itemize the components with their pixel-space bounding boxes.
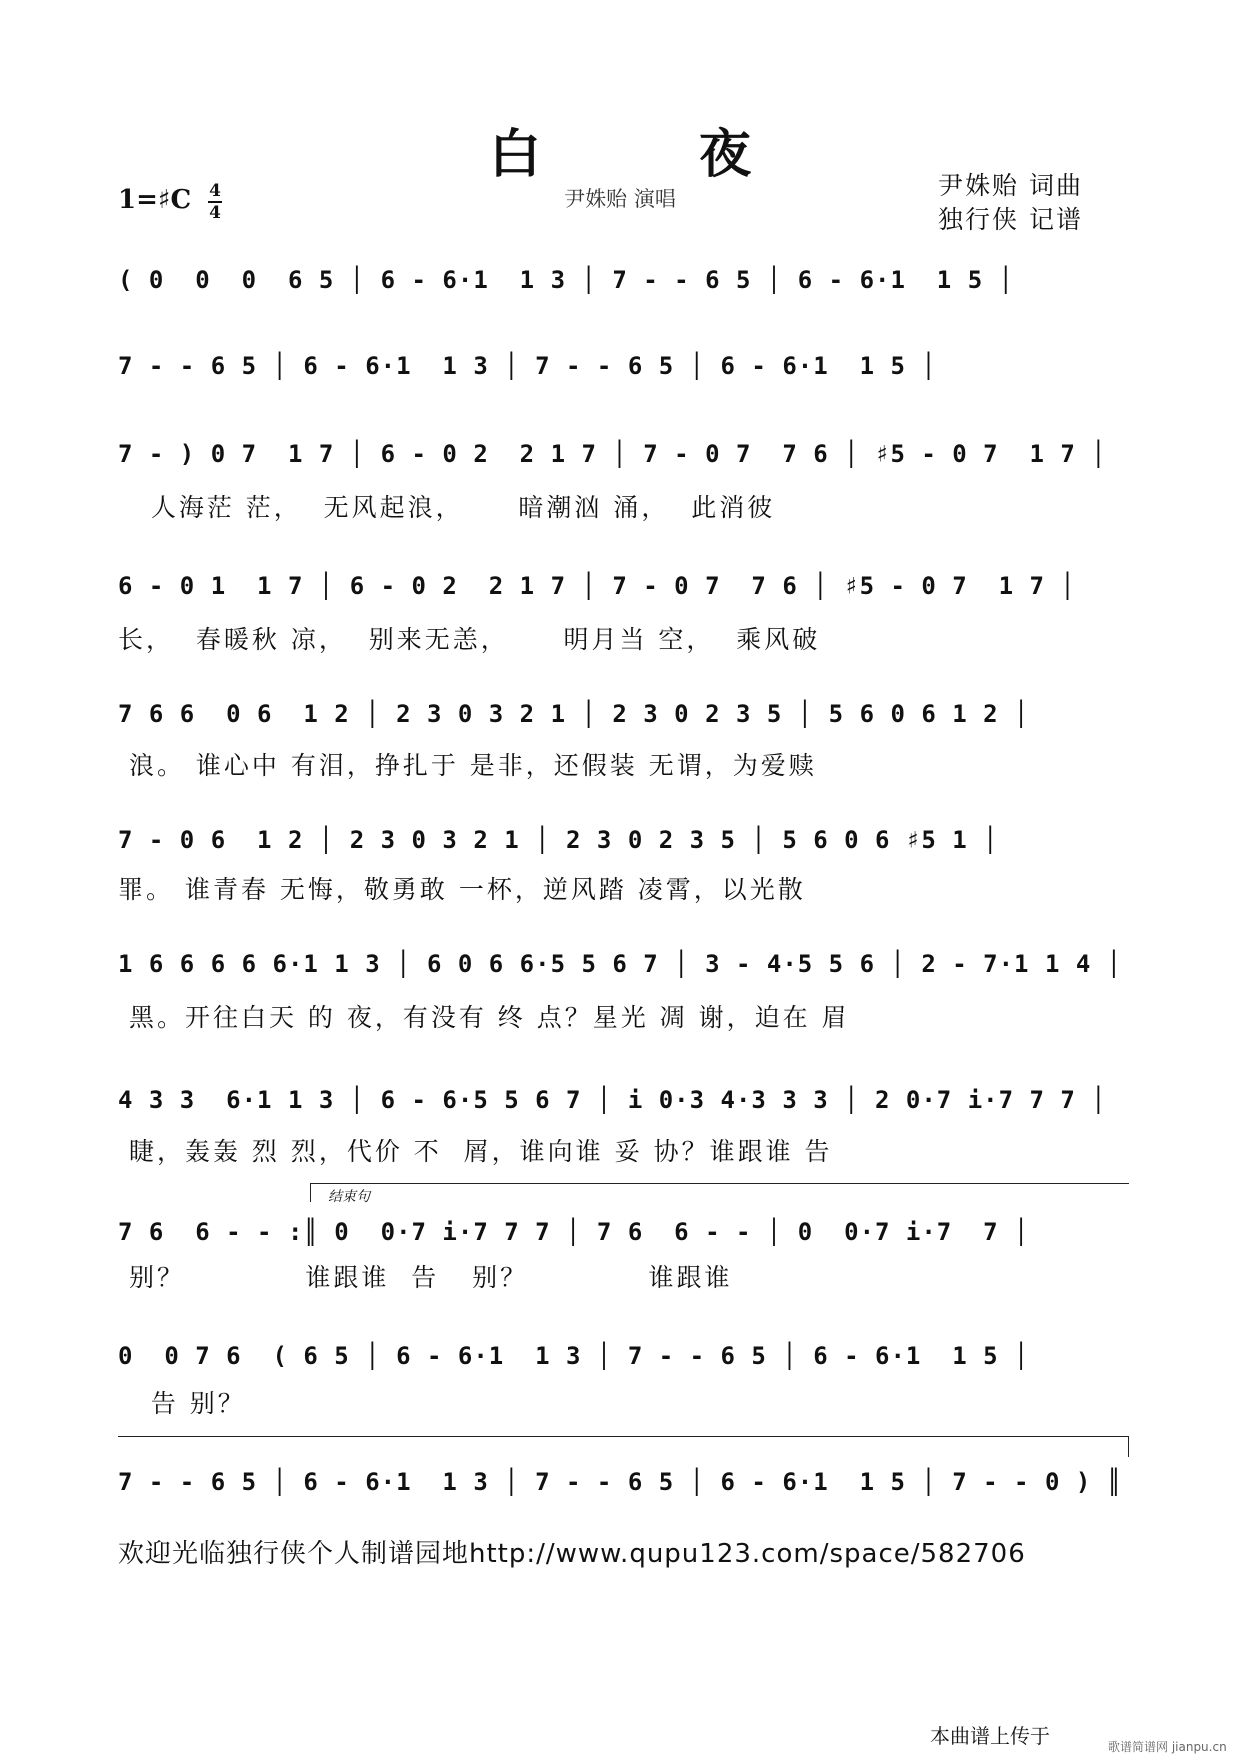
footer-text: 欢迎光临独行侠个人制谱园地http://www.qupu123.com/space/582706 [118,1539,1026,1569]
staff-line-4-lyrics: 长， 春暖秋 凉， 别来无恙， 明月当 空， 乘风破 [118,625,821,654]
staff-line-2-notes: 7 - - 6 5 │ 6 - 6·1 1 3 │ 7 - - 6 5 │ 6 - 6·1 1 5 │ [118,352,937,380]
watermark: 歌谱简谱网 jianpu.cn [1108,1740,1227,1754]
ending-label: 结束句 [328,1189,370,1205]
staff-line-1-notes: ( 0 0 0 6 5 │ 6 - 6·1 1 3 │ 7 - - 6 5 │ 6 - 6·1 1 5 │ [118,266,1015,294]
final-bracket [118,1436,1129,1457]
time-signature-bottom: 4 [209,203,221,223]
staff-line-7-lyrics: 黑。开往白天 的 夜，有没有 终 点？星光 凋 谢，迫在 眉 [118,1003,850,1032]
time-signature-top: 4 [209,181,221,201]
staff-line-3-lyrics: 人海茫 茫， 无风起浪， 暗潮汹 涌， 此消彼 [118,493,776,522]
staff-line-4-notes: 6 - 0 1 1 7 │ 6 - 0 2 2 1 7 │ 7 - 0 7 7 6 │ ♯5 - 0 7 1 7 │ [118,572,1076,600]
staff-line-11-notes: 7 - - 6 5 │ 6 - 6·1 1 3 │ 7 - - 6 5 │ 6 - 6·1 1 5 │ 7 - - 0 ) ║ [118,1468,1123,1496]
staff-line-3-notes: 7 - ) 0 7 1 7 │ 6 - 0 2 2 1 7 │ 7 - 0 7 7 6 │ ♯5 - 0 7 1 7 │ [118,440,1107,468]
staff-line-8-notes: 4 3 3 6·1 1 3 │ 6 - 6·5 5 6 7 │ i 0·3 4·3 3 3 │ 2 0·7 i·7 7 7 │ [118,1086,1107,1114]
transcriber-credit: 独行侠 记谱 [938,205,1083,234]
key-signature: 1=♯C [118,185,192,215]
ending-bracket [310,1183,1129,1202]
staff-line-6-lyrics: 罪。 谁青春 无悔，敬勇敢 一杯，逆风踏 凌霄，以光散 [118,875,806,904]
composer-credit: 尹姝贻 词曲 [938,171,1083,200]
staff-line-5-lyrics: 浪。 谁心中 有泪，挣扎于 是非，还假装 无谓，为爱赎 [118,751,817,780]
staff-line-8-lyrics: 睫，轰轰 烈 烈，代价 不 屑，谁向谁 妥 协？谁跟谁 告 [118,1137,833,1166]
staff-line-7-notes: 1 6 6 6 6 6·1 1 3 │ 6 0 6 6·5 5 6 7 │ 3 - 4·5 5 6 │ 2 - 7·1 1 4 │ [118,950,1123,978]
performer-credit: 尹姝贻 演唱 [564,187,676,211]
staff-line-5-notes: 7 6 6 0 6 1 2 │ 2 3 0 3 2 1 │ 2 3 0 2 3 5 │ 5 6 0 6 1 2 │ [118,700,1030,728]
staff-line-10-lyrics: 告 别？ [118,1389,246,1418]
page-title: 白 夜 [488,124,822,185]
staff-line-9-lyrics: 别？ 谁跟谁 告 别？ 谁跟谁 [118,1263,733,1292]
staff-line-6-notes: 7 - 0 6 1 2 │ 2 3 0 3 2 1 │ 2 3 0 2 3 5 │ 5 6 0 6 ♯5 1 │ [118,826,999,854]
staff-line-10-notes: 0 0 7 6 ( 6 5 │ 6 - 6·1 1 3 │ 7 - - 6 5 │ 6 - 6·1 1 5 │ [118,1342,1030,1370]
upload-note: 本曲谱上传于 [930,1724,1050,1748]
staff-line-9-notes: 7 6 6 - - :║ 0 0·7 i·7 7 7 │ 7 6 6 - - │ 0 0·7 i·7 7 │ [118,1218,1030,1246]
time-signature [208,182,222,222]
